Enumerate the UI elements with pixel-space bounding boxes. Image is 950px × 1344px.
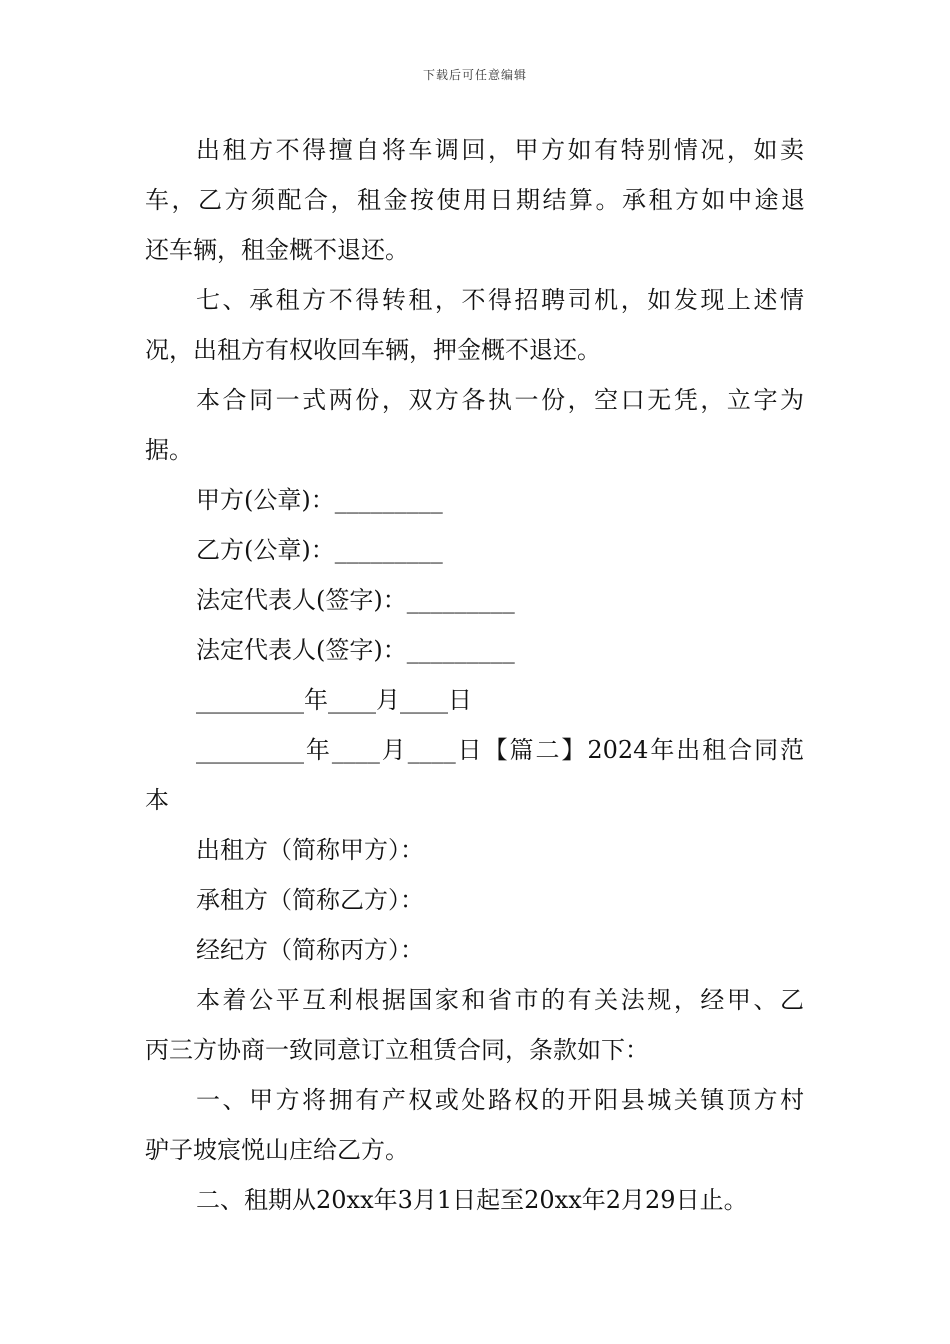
text-line: 本 xyxy=(145,786,169,814)
party-broker: 经纪方（简称丙方）： xyxy=(196,936,424,964)
party-lessee: 承租方（简称乙方）： xyxy=(196,886,424,914)
date-line: _________年____月____日 xyxy=(196,686,472,714)
signature-line-rep-1: 法定代表人(签字)：_________ xyxy=(196,586,515,614)
text-line: 据。 xyxy=(145,436,193,464)
text-line: 车，乙方须配合，租金按使用日期结算。承租方如中途退 xyxy=(145,186,805,214)
date-line-section-title: _________年____月____日【篇二】2024年出租合同范 xyxy=(196,736,804,764)
signature-line-party-a: 甲方(公章)：_________ xyxy=(196,486,443,514)
text-line: 七、承租方不得转租，不得招聘司机，如发现上述情 xyxy=(196,286,804,314)
text-line: 本着公平互利根据国家和省市的有关法规，经甲、乙 xyxy=(196,986,804,1014)
text-line: 本合同一式两份，双方各执一份，空口无凭，立字为 xyxy=(196,386,804,414)
text-line: 驴子坡宸悦山庄给乙方。 xyxy=(145,1136,409,1164)
text-line: 二、租期从20xx年3月1日起至20xx年2月29日止。 xyxy=(196,1186,748,1214)
text-line: 一、甲方将拥有产权或处路权的开阳县城关镇顶方村 xyxy=(196,1086,804,1114)
page-header: 下载后可任意编辑 xyxy=(422,68,527,82)
party-lessor: 出租方（简称甲方）： xyxy=(196,836,424,864)
signature-line-party-b: 乙方(公章)：_________ xyxy=(196,536,443,564)
text-line: 还车辆，租金概不退还。 xyxy=(145,236,409,264)
signature-line-rep-2: 法定代表人(签字)：_________ xyxy=(196,636,515,664)
text-line: 出租方不得擅自将车调回，甲方如有特别情况，如卖 xyxy=(196,136,804,164)
text-line: 丙三方协商一致同意订立租赁合同，条款如下： xyxy=(145,1036,649,1064)
text-line: 况，出租方有权收回车辆，押金概不退还。 xyxy=(145,336,601,364)
